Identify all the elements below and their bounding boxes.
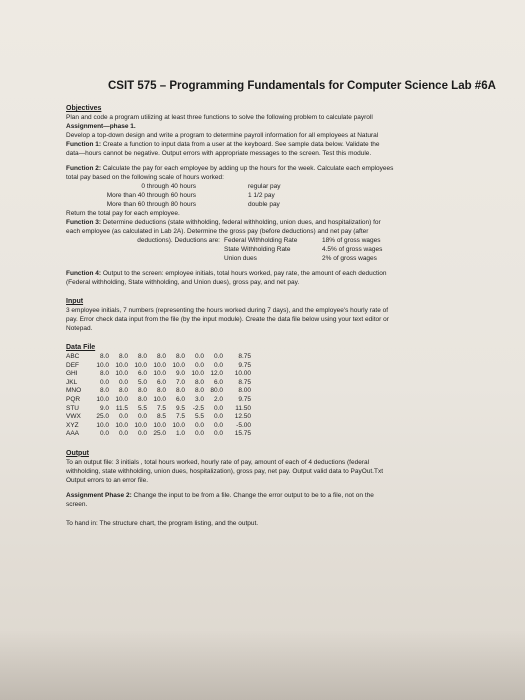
day-hours: 0.0 (99, 430, 109, 438)
day-hours: 0.0 (213, 421, 223, 429)
day-hours: 0.0 (194, 353, 204, 360)
day-hours: 7.5 (156, 404, 166, 412)
day-hours: 80.0 (210, 387, 223, 395)
day-hours: 8.0 (194, 378, 204, 386)
pay-scale-row (66, 200, 471, 209)
day-hours: 8.0 (175, 387, 185, 395)
pay-scale-row (66, 182, 471, 191)
data-row (66, 379, 251, 388)
day-hours: 0.0 (213, 361, 223, 369)
deduction-rate: 4.5% of gross wages (322, 246, 383, 253)
function2-text: Calculate the pay for each employee by adding up the hours for the week. Calculate each employees (101, 165, 394, 172)
day-hours: 8.5 (156, 413, 166, 421)
function1-text: Create a function to input data from a user at the keyboard. See sample data below. Validate the (101, 141, 380, 148)
day-hours: 8.0 (137, 353, 147, 360)
day-hours: 1.0 (175, 430, 185, 438)
day-hours: 7.5 (175, 413, 185, 421)
day-hours: 8.0 (137, 395, 147, 403)
function3-text-2: each employee (as calculated in Lab 2A). Determine the gross pay (before deductions) and net pay (after (66, 228, 369, 235)
employee-initials: ABC (66, 353, 80, 360)
day-hours: 6.0 (137, 370, 147, 378)
day-hours: 10.0 (153, 361, 166, 369)
function3-paragraph (66, 218, 471, 227)
day-hours: 8.0 (156, 353, 166, 360)
function3-text: Determine deductions (state withholding, federal withholding, union dues, and hospitalization) for (101, 219, 381, 226)
day-hours: 2.0 (213, 395, 223, 403)
day-hours: 0.0 (137, 430, 147, 438)
phase2-text-2: screen. (66, 500, 88, 508)
deduction-lead: deductions). Deductions are: (137, 237, 220, 244)
data-file-table (66, 353, 251, 439)
day-hours: 10.0 (191, 370, 204, 378)
day-hours: 5.5 (194, 413, 204, 421)
deduction-name: Union dues (224, 255, 257, 262)
photo-shadow (0, 630, 525, 700)
page-title: CSIT 575 – Programming Fundamentals for Computer Science Lab #6A (108, 80, 496, 92)
employee-initials: JKL (66, 378, 78, 386)
day-hours: 8.0 (194, 387, 204, 395)
objectives-line: Assignment—phase 1. (66, 123, 136, 130)
day-hours: 5.0 (137, 378, 147, 386)
data-row (66, 353, 251, 362)
function4-text-2: (Federal withholding, State withholding, and Union dues), gross pay, and net pay. (66, 279, 300, 286)
day-hours: 0.0 (213, 413, 223, 421)
hourly-rate: 8.00 (238, 387, 251, 395)
day-hours: 25.0 (96, 413, 109, 421)
day-hours: 10.0 (153, 421, 166, 429)
deduction-row (66, 245, 471, 254)
employee-initials: PQR (66, 395, 81, 403)
deduction-name: Federal Withholding Rate (224, 237, 298, 244)
day-hours: 0.0 (118, 378, 128, 386)
day-hours: 0.0 (213, 404, 223, 412)
function1-paragraph (66, 140, 471, 149)
day-hours: 0.0 (213, 430, 223, 438)
function4-label: Function 4: (66, 270, 102, 277)
deduction-name: State Withholding Rate (224, 246, 291, 253)
function1-label: Function 1: (66, 141, 102, 148)
data-row (66, 405, 251, 414)
scale-pay: 1 1/2 pay (248, 192, 275, 199)
hourly-rate: 8.75 (238, 353, 251, 360)
data-row (66, 413, 251, 422)
input-line: pay. Error check data input from the file (by the input module). Create the data file below using your text editor or (66, 316, 389, 323)
deduction-row (66, 236, 471, 245)
output-line: To an output file: 3 initials , total hours worked, hourly rate of pay, amount of each of 4 deductions (federal (66, 458, 370, 466)
hourly-rate: 9.75 (238, 395, 251, 403)
scale-hours: 0 through 40 hours (141, 183, 196, 190)
deduction-row (66, 254, 471, 263)
deduction-lead (66, 245, 220, 254)
employee-initials: AAA (66, 430, 80, 438)
day-hours: 8.0 (175, 353, 185, 360)
employee-initials: VWX (66, 413, 81, 421)
day-hours: 10.0 (115, 361, 128, 369)
function2-text-2: total pay based on the following scale of hours worked: (66, 174, 224, 181)
pay-scale (66, 182, 471, 209)
day-hours: 6.0 (156, 378, 166, 386)
day-hours: 0.0 (194, 430, 204, 438)
deduction-lead (66, 254, 220, 263)
day-hours: 10.0 (115, 421, 128, 429)
deduction-rate: 2% of gross wages (322, 255, 377, 262)
output-line: Output errors to an error file. (66, 476, 149, 484)
objectives-heading: Objectives (66, 105, 102, 112)
day-hours: 7.0 (175, 378, 185, 386)
day-hours: 10.0 (134, 421, 147, 429)
hourly-rate: 10.00 (234, 370, 251, 378)
day-hours: 0.0 (99, 378, 109, 386)
scale-hours: More than 60 through 80 hours (106, 201, 196, 208)
day-hours: 10.0 (172, 361, 185, 369)
day-hours: 25.0 (153, 430, 166, 438)
day-hours: 10.0 (115, 370, 128, 378)
deductions-table (66, 236, 471, 263)
hourly-rate: 11.50 (235, 404, 251, 412)
scale-pay: regular pay (248, 183, 281, 190)
day-hours: 9.0 (175, 370, 185, 378)
day-hours: 10.0 (96, 395, 109, 403)
input-heading: Input (66, 298, 84, 305)
day-hours: 8.0 (99, 387, 109, 395)
phase2-text: Change the input to be from a file. Change the error output to be to a file, not on the (131, 491, 374, 499)
deduction-rate: 18% of gross wages (322, 237, 381, 244)
day-hours: 10.0 (96, 421, 109, 429)
employee-initials: GHI (66, 370, 78, 378)
employee-initials: STU (66, 404, 79, 412)
day-hours: 3.0 (194, 395, 204, 403)
input-line: 3 employee initials, 7 numbers (representing the hours worked during 7 days), and the employee's hourly rate of (66, 307, 389, 314)
day-hours: 6.0 (175, 395, 185, 403)
day-hours: 9.5 (175, 404, 185, 412)
return-text: Return the total pay for each employee. (66, 210, 180, 217)
data-row (66, 422, 251, 431)
data-row (66, 396, 251, 405)
scale-hours: More than 40 through 60 hours (106, 192, 196, 199)
hourly-rate: 9.75 (238, 361, 251, 369)
day-hours: 9.0 (99, 404, 109, 412)
day-hours: 8.0 (99, 353, 109, 360)
input-line: Notepad. (66, 325, 93, 332)
hourly-rate: 15.75 (234, 430, 251, 438)
day-hours: 8.0 (156, 387, 166, 395)
day-hours: 0.0 (118, 413, 128, 421)
day-hours: 0.0 (194, 361, 204, 369)
day-hours: 6.0 (213, 378, 223, 386)
function4-paragraph (66, 269, 471, 278)
data-row (66, 370, 251, 379)
objectives-line: Plan and code a program utilizing at least three functions to solve the following problem to calculate payroll (66, 114, 373, 121)
day-hours: 0.0 (213, 353, 223, 360)
output-line: withholding, state withholding, union dues, hospitalization), gross pay, net pay. Output valid data to PayOut.Txt (66, 467, 383, 475)
day-hours: 10.0 (115, 395, 128, 403)
hand-in-text: To hand in: The structure chart, the program listing, and the output. (66, 519, 259, 527)
day-hours: 8.0 (137, 387, 147, 395)
employee-initials: XYZ (66, 421, 79, 429)
function2-paragraph (66, 164, 471, 173)
day-hours: 10.0 (153, 395, 166, 403)
data-row (66, 387, 251, 396)
day-hours: 10.0 (172, 421, 185, 429)
hourly-rate: -5.00 (236, 421, 251, 429)
day-hours: -2.5 (192, 404, 204, 412)
day-hours: 0.0 (118, 430, 128, 438)
day-hours: 8.0 (118, 353, 128, 360)
day-hours: 0.0 (194, 421, 204, 429)
day-hours: 10.0 (96, 361, 109, 369)
data-row (66, 362, 251, 371)
pay-scale-row (66, 191, 471, 200)
day-hours: 5.5 (137, 404, 147, 412)
day-hours: 0.0 (137, 413, 147, 421)
function3-label: Function 3: (66, 219, 102, 226)
day-hours: 10.0 (153, 370, 166, 378)
output-heading: Output (66, 449, 89, 457)
function2-label: Function 2: (66, 165, 102, 172)
day-hours: 11.5 (115, 404, 128, 412)
employee-initials: MNO (66, 387, 82, 395)
hourly-rate: 8.75 (238, 378, 251, 386)
day-hours: 8.0 (99, 370, 109, 378)
function4-text: Output to the screen: employee initials, total hours worked, pay rate, the amount of each deduction (101, 270, 387, 277)
function1-text-2: data—hours cannot be negative. Output errors with appropriate messages to the screen. Test this module. (66, 150, 372, 157)
employee-initials: DEF (66, 361, 79, 369)
datafile-heading: Data File (66, 344, 96, 351)
day-hours: 8.0 (118, 387, 128, 395)
day-hours: 12.0 (210, 370, 223, 378)
day-hours: 10.0 (134, 361, 147, 369)
objectives-line: Develop a top-down design and write a program to determine payroll information for all employees at Natural (66, 132, 379, 139)
phase2-label: Assignment Phase 2: (66, 491, 132, 499)
phase2-paragraph (66, 491, 471, 500)
hourly-rate: 12.50 (234, 413, 251, 421)
document-body (66, 104, 471, 528)
scale-pay: double pay (248, 201, 280, 208)
data-row (66, 430, 251, 439)
